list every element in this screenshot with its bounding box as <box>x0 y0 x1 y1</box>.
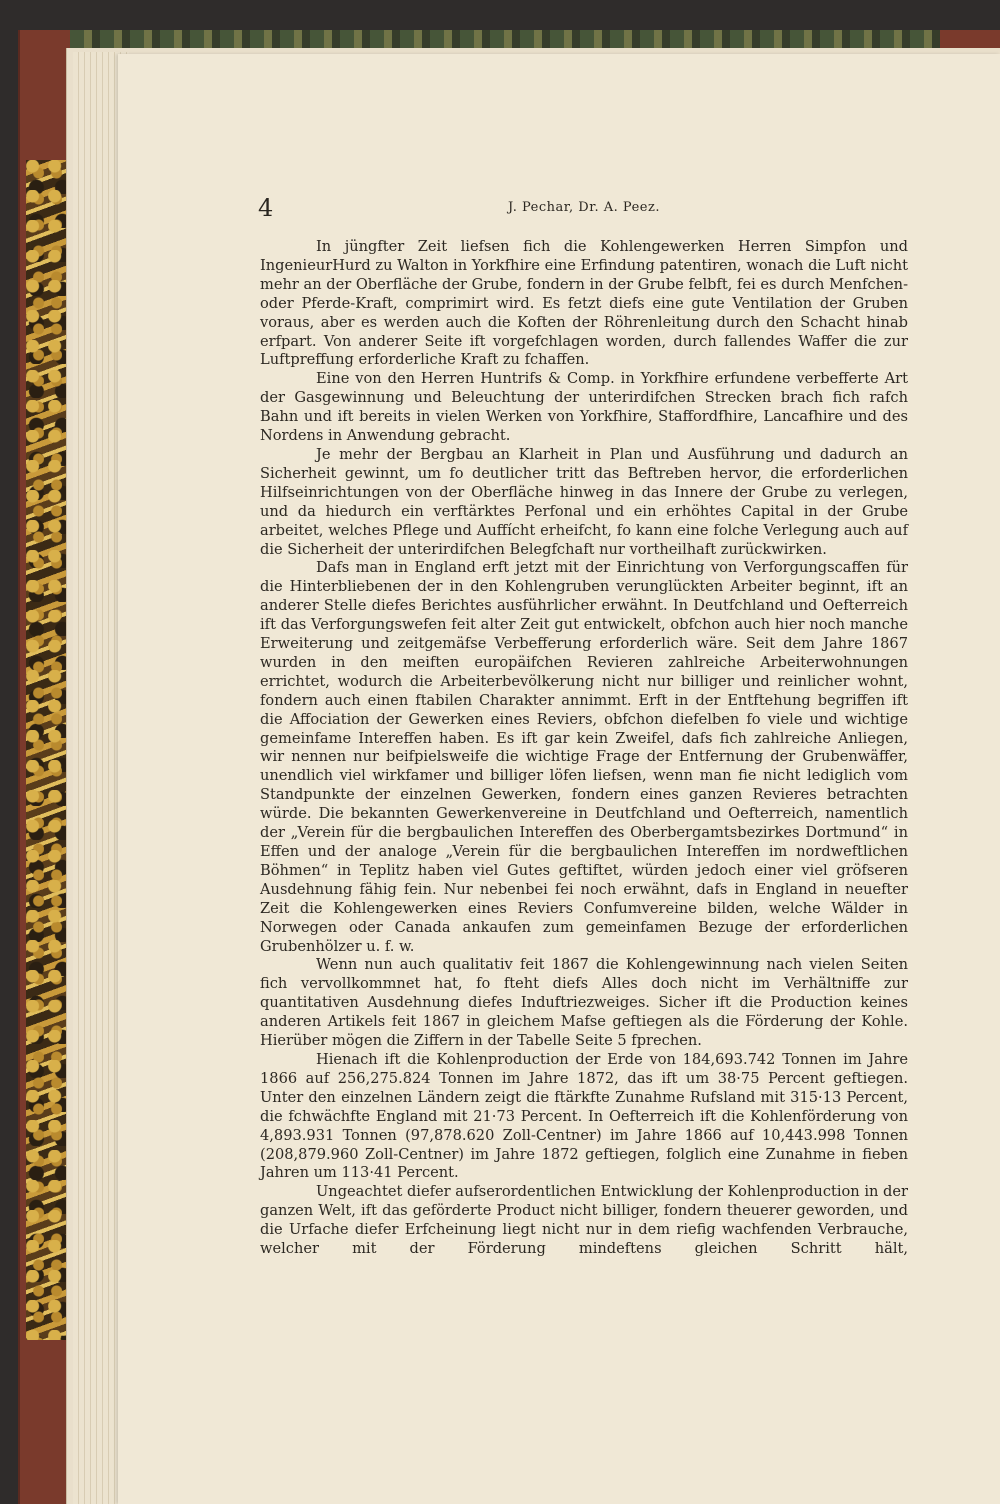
marbled-endpaper <box>26 160 70 1340</box>
paragraph: Dafs man in England erft jetzt mit der Einrichtung von Verforgungscaffen für die Hinterbliebenen der in den Kohlengruben verunglückten Arbeiter beginnt, ift an anderer Stelle diefes Berichtes ausführlicher erwähnt. In Deutfchland und Oefterreich ift das Verforgungswefen feit alter Zeit gut entwickelt, obfchon auch hier noch manche Erweiterung und zeitgemäfse Verbefferung erforderlich wäre. Seit dem Jahre 1867 wurden in den meiften europäifchen Revieren zahlreiche Arbeiterwohnungen errichtet, wodurch die Arbeiterbevölkerung nicht nur billiger und reinlicher wohnt, fondern auch einen ftabilen Charakter annimmt. Erft in der Entftehung begriffen ift die Affociation der Gewerken eines Reviers, obfchon diefelben fo viele und wichtige gemeinfame Intereffen haben. Es ift gar kein Zweifel, dafs fich zahlreiche Anliegen, wir nennen nur beifpielsweife die wichtige Frage der Entfernung der Grubenwäffer, unendlich viel wirkfamer und billiger löfen liefsen, wenn man fie nicht lediglich vom Standpunkte der einzelnen Gewerken, fondern eines ganzen Revieres betrachten würde. Die bekannten Gewerkenvereine in Deutfchland und Oefterreich, namentlich der „Verein für die bergbaulichen Intereffen des Oberbergamtsbezirkes Dortmund“ in Effen und der analoge „Verein für die bergbaulichen Intereffen im nordweftlichen Böhmen“ in Teplitz haben viel Gutes geftiftet, würden jedoch einer viel gröfseren Ausdehnung fähig fein. Nur nebenbei fei noch erwähnt, dafs in England in neuefter Zeit die Kohlengewerken eines Reviers Confumvereine bilden, welche Wälder in Norwegen oder Canada ankaufen zum gemeinfamen Bezuge der erforderlichen Grubenhölzer u. f. w. <box>260 559 908 955</box>
paragraph: Ungeachtet diefer aufserordentlichen Entwicklung der Kohlenproduction in der ganzen Welt, ift das geförderte Product nicht billiger, fondern theuerer geworden, und die Urfache diefer Erfcheinung liegt nicht nur in dem riefig wachfenden Verbrauche, welcher mit der Förderung mindeftens gleichen Schritt hält, <box>260 1183 909 1258</box>
paragraph: Eine von den Herren Huntrifs & Comp. in Yorkfhire erfundene verbefferte Art der Gasgewinnung und Beleuchtung der unterirdifchen Strecken brach fich rafch Bahn und ift bereits in vielen Werken von Yorkfhire, Staffordfhire, Lancafhire und des Nordens in Anwendung gebracht. <box>260 370 908 445</box>
page-header <box>258 194 910 224</box>
paragraph: In jüngfter Zeit liefsen fich die Kohlengewerken Herren Simpfon und IngenieurHurd zu Walton in Yorkfhire eine Erfindung patentiren, wonach die Luft nicht mehr an der Oberfläche der Grube, fondern in der Grube felbft, fei es durch Menfchen- oder Pferde-Kraft, comprimirt wird. Es fetzt diefs eine gute Ventilation der Gruben voraus, aber es werden auch die Koften der Röhrenleitung durch den Schacht hinab erfpart. Von anderer Seite ift vorgefchlagen worden, durch fallendes Waffer die zur Luftpreffung erforderliche Kraft zu fchaffen. <box>260 238 908 369</box>
paragraph: Je mehr der Bergbau an Klarheit in Plan und Ausführung und dadurch an Sicherheit gewinnt, um fo deutlicher tritt das Beftreben hervor, die erforderlichen Hilfseinrichtungen von der Oberfläche hinweg in das Innere der Grube zu verlegen, und da hiedurch ein verftärktes Perfonal und ein erhöhtes Capital in der Grube arbeitet, welches Pflege und Auffícht erheifcht, fo kann eine folche Verlegung auch auf die Sicherheit der unterirdifchen Belegfchaft nur vortheilhaft zurückwirken. <box>260 445 908 558</box>
body-text <box>260 238 908 1259</box>
page-number: 4 <box>258 194 274 222</box>
paragraph: Wenn nun auch qualitativ feit 1867 die Kohlengewinnung nach vielen Seiten fich vervollkommnet hat, fo fteht diefs Alles doch nicht im Verhältniffe zur quantitativen Ausdehnung diefes Induftriezweiges. Sicher ift die Production keines anderen Artikels feit 1867 in gleichem Mafse geftiegen als die Förderung der Kohle. Hierüber mögen die Ziffern in der Tabelle Seite 5 fprechen. <box>260 956 908 1050</box>
running-head: J. Pechar, Dr. A. Peez. <box>508 200 660 215</box>
paragraph: Hienach ift die Kohlenproduction der Erde von 184,693.742 Tonnen im Jahre 1866 auf 256,275.824 Tonnen im Jahre 1872, das ift um 38·75 Percent geftiegen. Unter den einzelnen Ländern zeigt die ftärkfte Zunahme Rufsland mit 315·13 Percent, die fchwächfte England mit 21·73 Percent. In Oefterreich ift die Kohlenförderung von 4,893.931 Tonnen (97,878.620 Zoll-Centner) im Jahre 1866 auf 10,443.998 Tonnen (208,879.960 Zoll-Centner) im Jahre 1872 geftiegen, folglich eine Zunahme in fieben Jahren um 113·41 Percent. <box>260 1050 908 1182</box>
